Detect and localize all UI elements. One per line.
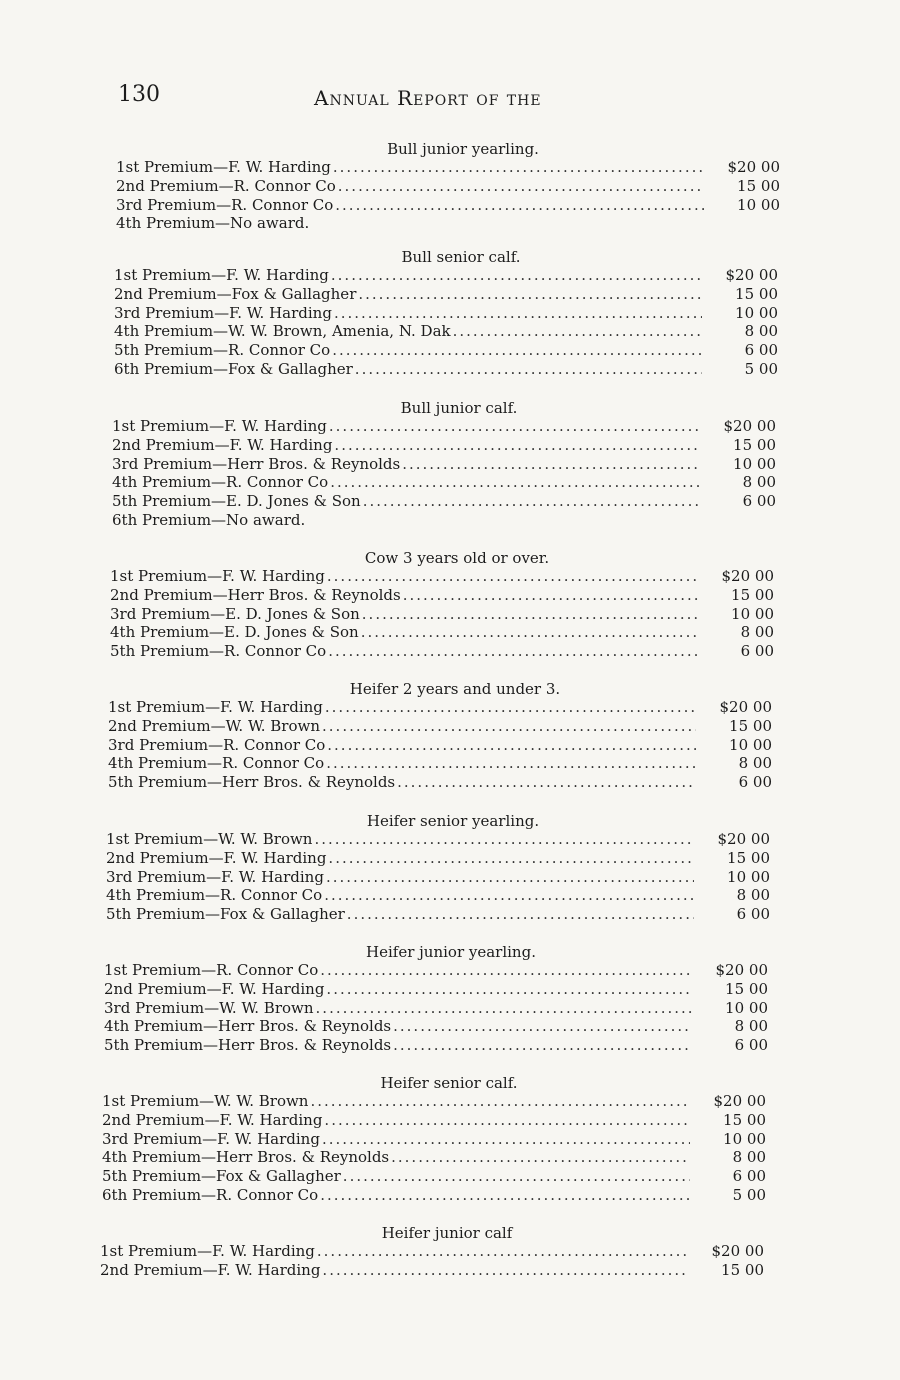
premium-label: 6th Premium—R. Connor Co — [102, 1185, 319, 1204]
premium-amount: 5 00 — [732, 1185, 766, 1204]
dot-leader — [320, 1130, 690, 1149]
premium-amount: 6 00 — [736, 905, 770, 924]
premium-amount: $20 00 — [723, 417, 776, 435]
premium-label: 4th Premium—Herr Bros. & Reynolds — [104, 1017, 392, 1036]
premium-label: 2nd Premium—W. W. Brown — [108, 716, 321, 735]
dot-leader — [326, 849, 694, 868]
dot-leader — [345, 905, 694, 924]
dot-leader — [331, 158, 704, 177]
premium-label: 4th Premium—Herr Bros. & Reynolds — [102, 1148, 390, 1167]
premium-label: 1st Premium—W. W. Brown — [102, 1092, 309, 1110]
dot-leader — [325, 567, 698, 586]
premium-amount: 10 00 — [725, 998, 768, 1017]
award-section — [116, 140, 780, 233]
premium-label: 6th Premium—Fox & Gallagher — [114, 359, 353, 378]
premium-amount: 6 00 — [740, 642, 774, 661]
premium-row — [112, 511, 776, 530]
premium-amount: $20 00 — [717, 830, 770, 848]
premium-label: 1st Premium—F. W. Harding — [116, 158, 331, 176]
premium-label: 1st Premium—F. W. Harding — [100, 1242, 315, 1260]
premium-label: 2nd Premium—F. W. Harding — [100, 1260, 321, 1279]
page-header — [118, 82, 598, 112]
premium-amount: 10 00 — [723, 1129, 766, 1148]
premium-amount: $20 00 — [711, 1242, 764, 1260]
premium-row — [112, 436, 776, 455]
premium-label: 2nd Premium—F. W. Harding — [112, 435, 333, 454]
premium-row — [100, 1261, 764, 1280]
premium-amount: 8 00 — [744, 322, 778, 341]
premium-label: 1st Premium—F. W. Harding — [114, 266, 329, 284]
premium-amount: 15 00 — [727, 848, 770, 867]
dot-leader — [327, 417, 700, 436]
dot-leader — [360, 605, 698, 624]
award-section — [106, 812, 770, 924]
dot-leader — [324, 868, 694, 887]
premium-row — [102, 1167, 766, 1186]
dot-leader — [391, 1036, 692, 1055]
premium-amount: 15 00 — [731, 585, 774, 604]
premium-amount: 8 00 — [736, 886, 770, 905]
section-title: Bull senior calf. — [401, 248, 521, 266]
page-number: 130 — [118, 82, 160, 107]
premium-amount: 10 00 — [727, 867, 770, 886]
premium-label: 5th Premium—E. D. Jones & Son — [112, 492, 361, 511]
dot-leader — [332, 436, 700, 455]
premium-row — [110, 567, 774, 586]
premium-row — [114, 322, 778, 341]
award-section — [108, 680, 772, 792]
premium-label: 4th Premium—R. Connor Co — [108, 754, 325, 773]
premium-row — [110, 642, 774, 661]
dot-leader — [391, 1017, 692, 1036]
premium-label: 2nd Premium—F. W. Harding — [102, 1110, 323, 1129]
premium-label: 3rd Premium—R. Connor Co — [116, 195, 334, 214]
premium-amount: 8 00 — [742, 473, 776, 492]
premium-row — [104, 961, 768, 980]
section-title: Heifer junior calf — [381, 1224, 513, 1242]
premium-row — [114, 360, 778, 379]
premium-amount: 15 00 — [721, 1260, 764, 1279]
premium-label: 4th Premium—R. Connor Co — [112, 473, 329, 492]
award-section — [102, 1074, 766, 1205]
dot-leader — [361, 492, 700, 511]
premium-label: 4th Premium—W. W. Brown, Amenia, N. Dak — [114, 322, 451, 341]
premium-row — [106, 868, 770, 887]
dot-leader — [330, 341, 702, 360]
premium-amount: $20 00 — [725, 266, 778, 284]
premium-label: 2nd Premium—Fox & Gallagher — [114, 284, 357, 303]
premium-label: 5th Premium—Fox & Gallagher — [102, 1167, 341, 1186]
premium-label: 5th Premium—R. Connor Co — [110, 642, 327, 661]
premium-amount: 6 00 — [744, 341, 778, 360]
premium-row — [104, 980, 768, 999]
premium-amount: 15 00 — [737, 176, 780, 195]
premium-label: 1st Premium—F. W. Harding — [110, 567, 325, 585]
premium-row — [102, 1092, 766, 1111]
premium-row — [108, 754, 772, 773]
premium-amount: 6 00 — [732, 1167, 766, 1186]
dot-leader — [401, 586, 698, 605]
premium-row — [100, 1242, 764, 1261]
premium-amount: 8 00 — [740, 623, 774, 642]
premium-row — [106, 830, 770, 849]
premium-row — [116, 177, 780, 196]
premium-amount: 5 00 — [744, 359, 778, 378]
premium-row — [110, 586, 774, 605]
running-head: Annual Report of the — [314, 86, 542, 110]
section-title: Bull junior calf. — [400, 399, 518, 417]
dot-leader — [336, 177, 704, 196]
dot-leader — [312, 830, 694, 849]
premium-label: 2nd Premium—R. Connor Co — [116, 176, 336, 195]
dot-leader — [324, 754, 696, 773]
premium-label: 4th Premium—R. Connor Co — [106, 886, 323, 905]
premium-label: 3rd Premium—W. W. Brown — [104, 998, 314, 1017]
premium-label: 5th Premium—Herr Bros. & Reynolds — [108, 773, 396, 792]
premium-label: 2nd Premium—F. W. Harding — [106, 848, 327, 867]
dot-leader — [322, 1111, 690, 1130]
award-section — [114, 248, 778, 379]
premium-row — [112, 492, 776, 511]
premium-row — [106, 905, 770, 924]
premium-row — [116, 214, 780, 233]
premium-label: 6th Premium—No award. — [112, 510, 306, 529]
dot-leader — [318, 1186, 690, 1205]
premium-amount: 15 00 — [729, 716, 772, 735]
premium-label: 4th Premium—E. D. Jones & Son — [110, 623, 359, 642]
premium-label: 1st Premium—F. W. Harding — [108, 698, 323, 716]
premium-row — [110, 623, 774, 642]
dot-leader — [326, 642, 698, 661]
dot-leader — [320, 717, 696, 736]
dot-leader — [329, 266, 702, 285]
award-section — [104, 943, 768, 1055]
dot-leader — [328, 473, 700, 492]
premium-row — [108, 773, 772, 792]
premium-label: 1st Premium—F. W. Harding — [112, 417, 327, 435]
premium-amount: 8 00 — [734, 1017, 768, 1036]
premium-amount: 8 00 — [732, 1148, 766, 1167]
premium-row — [102, 1186, 766, 1205]
premium-row — [114, 304, 778, 323]
dot-leader — [322, 886, 694, 905]
premium-label: 3rd Premium—F. W. Harding — [102, 1129, 320, 1148]
premium-amount: $20 00 — [721, 567, 774, 585]
premium-row — [114, 266, 778, 285]
section-title: Bull junior yearling. — [387, 140, 539, 158]
premium-row — [102, 1148, 766, 1167]
premium-row — [116, 196, 780, 215]
dot-leader — [359, 623, 698, 642]
premium-label: 1st Premium—W. W. Brown — [106, 830, 313, 848]
premium-label: 2nd Premium—Herr Bros. & Reynolds — [110, 585, 401, 604]
premium-row — [104, 1017, 768, 1036]
premium-row — [110, 605, 774, 624]
dot-leader — [308, 1092, 690, 1111]
dot-leader — [451, 322, 702, 341]
premium-row — [108, 736, 772, 755]
dot-leader — [389, 1148, 690, 1167]
premium-amount: 8 00 — [738, 754, 772, 773]
dot-leader — [325, 736, 696, 755]
premium-label: 3rd Premium—Herr Bros. & Reynolds — [112, 454, 401, 473]
premium-label: 3rd Premium—E. D. Jones & Son — [110, 604, 360, 623]
premium-row — [104, 999, 768, 1018]
premium-amount: 6 00 — [734, 1036, 768, 1055]
premium-amount: $20 00 — [713, 1092, 766, 1110]
premium-row — [104, 1036, 768, 1055]
premium-amount: 10 00 — [731, 604, 774, 623]
premium-row — [112, 417, 776, 436]
section-title: Heifer senior calf. — [380, 1074, 518, 1092]
premium-amount: 6 00 — [742, 492, 776, 511]
dot-leader — [320, 1261, 688, 1280]
premium-row — [114, 341, 778, 360]
dot-leader — [318, 961, 692, 980]
premium-amount: 15 00 — [723, 1110, 766, 1129]
premium-row — [102, 1111, 766, 1130]
dot-leader — [315, 1242, 688, 1261]
dot-leader — [324, 980, 692, 999]
premium-label: 2nd Premium—F. W. Harding — [104, 979, 325, 998]
section-title: Heifer junior yearling. — [366, 943, 536, 961]
award-section — [100, 1224, 764, 1280]
premium-amount: 10 00 — [735, 303, 778, 322]
dot-leader — [333, 196, 704, 215]
award-section — [110, 549, 774, 661]
premium-amount: 15 00 — [733, 435, 776, 454]
premium-amount: 10 00 — [737, 195, 780, 214]
premium-label: 3rd Premium—F. W. Harding — [114, 303, 332, 322]
dot-leader — [341, 1167, 690, 1186]
premium-label: 5th Premium—R. Connor Co — [114, 341, 331, 360]
dot-leader — [323, 698, 696, 717]
premium-row — [108, 717, 772, 736]
premium-label: 4th Premium—No award. — [116, 214, 310, 233]
dot-leader — [395, 773, 696, 792]
premium-label: 3rd Premium—R. Connor Co — [108, 735, 326, 754]
section-title: Heifer senior yearling. — [366, 812, 540, 830]
premium-amount: 10 00 — [729, 735, 772, 754]
premium-amount: $20 00 — [727, 158, 780, 176]
dot-leader — [314, 999, 692, 1018]
premium-row — [108, 698, 772, 717]
premium-amount: 6 00 — [738, 773, 772, 792]
premium-label: 3rd Premium—F. W. Harding — [106, 867, 324, 886]
premium-row — [112, 455, 776, 474]
premium-row — [116, 158, 780, 177]
dot-leader — [356, 285, 702, 304]
premium-amount: 15 00 — [735, 284, 778, 303]
dot-leader — [353, 360, 702, 379]
premium-row — [106, 886, 770, 905]
premium-amount: 10 00 — [733, 454, 776, 473]
premium-row — [102, 1130, 766, 1149]
section-title: Heifer 2 years and under 3. — [349, 680, 561, 698]
premium-row — [112, 473, 776, 492]
premium-row — [114, 285, 778, 304]
premium-amount: $20 00 — [719, 698, 772, 716]
premium-label: 1st Premium—R. Connor Co — [104, 961, 319, 979]
premium-label: 5th Premium—Fox & Gallagher — [106, 905, 345, 924]
dot-leader — [400, 455, 700, 474]
premium-amount: 15 00 — [725, 979, 768, 998]
section-title: Cow 3 years old or over. — [364, 549, 550, 567]
premium-label: 5th Premium—Herr Bros. & Reynolds — [104, 1036, 392, 1055]
premium-amount: $20 00 — [715, 961, 768, 979]
premium-row — [106, 849, 770, 868]
award-section — [112, 399, 776, 530]
dot-leader — [332, 304, 702, 323]
